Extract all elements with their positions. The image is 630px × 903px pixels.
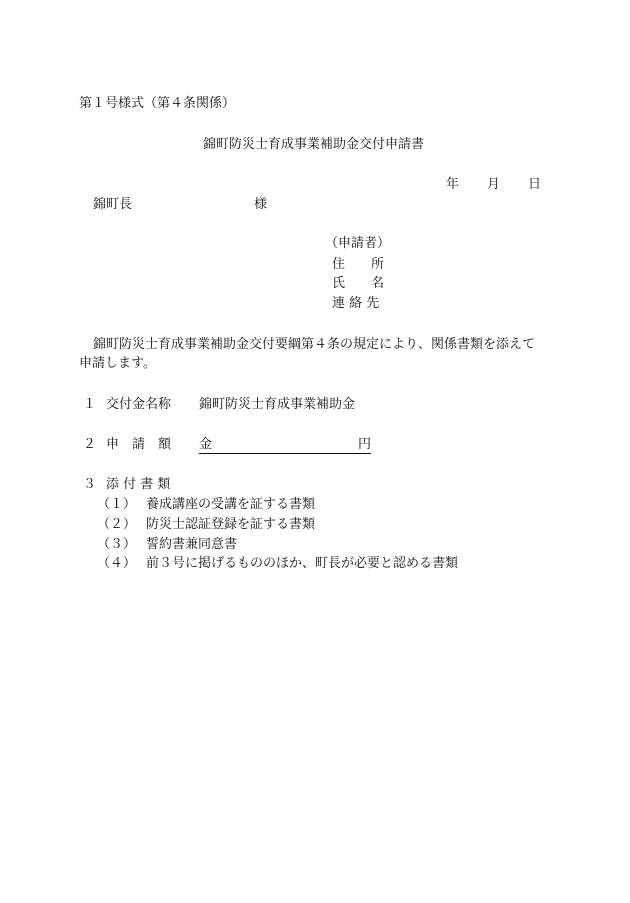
date-year: 年 (446, 177, 460, 192)
item2-number: ２ (83, 437, 97, 452)
addressee-honorific: 様 (254, 197, 268, 212)
item1-number: １ (83, 397, 97, 412)
attachment-3-text: 誓約書兼同意書 (146, 537, 238, 552)
form-number: 第１号様式（第４条関係） (79, 96, 236, 111)
document-title: 錦町防災士育成事業補助金交付申請書 (203, 137, 425, 152)
attachment-4-text: 前３号に掲げるもののほか、町長が必要と認める書類 (146, 556, 459, 571)
item2-label: 申 請 額 (106, 437, 172, 452)
addressee-name: 錦町長 (93, 197, 133, 212)
item1-value: 錦町防災士育成事業補助金 (199, 397, 356, 412)
item1-label: 交付金名称 (106, 397, 172, 412)
applicant-heading: （申請者） (325, 236, 391, 251)
item3-label: 添 付 書 類 (106, 477, 171, 492)
attachment-4-number: （４） (97, 556, 137, 571)
amount-prefix: 金 (199, 437, 213, 452)
date-month: 月 (487, 177, 501, 192)
amount-field (199, 437, 371, 454)
attachment-1-number: （１） (97, 497, 137, 512)
attachment-2-number: （２） (97, 517, 137, 532)
item3-number: ３ (83, 477, 97, 492)
applicant-name-label: 氏 名 (332, 276, 385, 291)
attachment-2-text: 防災士認証登録を証する書類 (146, 517, 316, 532)
body-text-line1: 錦町防災士育成事業補助金交付要綱第４条の規定により、関係書類を添えて (93, 337, 536, 352)
amount-suffix: 円 (357, 437, 371, 452)
body-text-line2: 申請します。 (79, 356, 156, 371)
attachment-3-number: （３） (97, 537, 137, 552)
attachment-1-text: 養成講座の受講を証する書類 (146, 497, 316, 512)
applicant-address-label: 住 所 (332, 257, 385, 272)
date-day: 日 (528, 177, 542, 192)
applicant-contact-label: 連 絡 先 (332, 296, 380, 311)
